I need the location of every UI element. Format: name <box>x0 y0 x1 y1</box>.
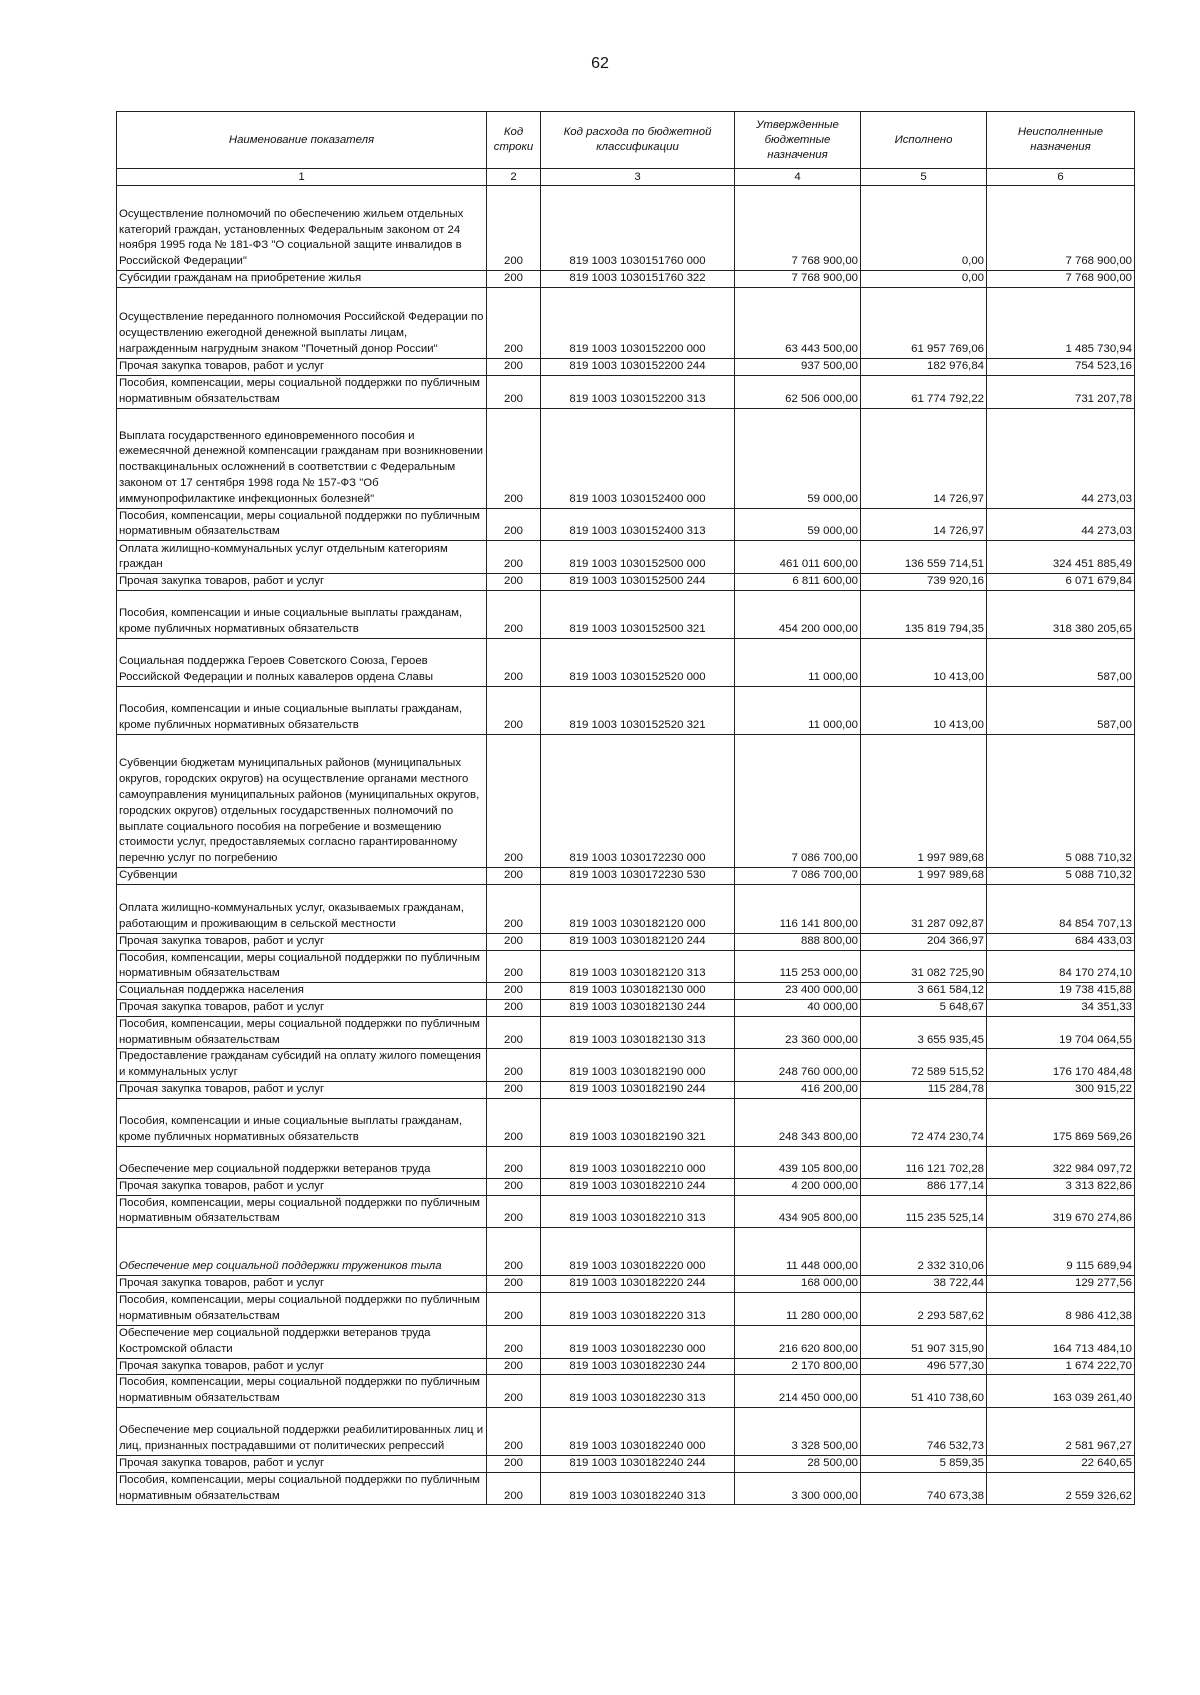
row-classification-code: 819 1003 1030151760 322 <box>541 271 735 288</box>
row-indicator-name: Пособия, компенсации, меры социальной поддержки по публичным нормативным обязательствам <box>117 1472 487 1505</box>
row-indicator-name: Субвенции бюджетам муниципальных районов (муниципальных округов, городских округов) на осуществление органами местного самоуправления муниципальных районов (муниципальных округов, городских округов) отдельных государственных полномочий по выплате социального пособия на погребение и возмещению стоимости услуг, предоставляемых согласно гарантированному перечню услуг по погребению <box>117 734 487 867</box>
row-indicator-name: Субвенции <box>117 867 487 884</box>
row-executed-amount: 31 287 092,87 <box>861 884 987 933</box>
table-row <box>117 1016 1135 1049</box>
row-classification-code: 819 1003 1030152500 244 <box>541 574 735 591</box>
row-classification-code: 819 1003 1030152500 000 <box>541 541 735 574</box>
row-executed-amount: 886 177,14 <box>861 1178 987 1195</box>
row-unexecuted-amount: 5 088 710,32 <box>987 867 1135 884</box>
row-executed-amount: 3 655 935,45 <box>861 1016 987 1049</box>
row-classification-code: 819 1003 1030152200 244 <box>541 358 735 375</box>
row-indicator-name: Пособия, компенсации, меры социальной поддержки по публичным нормативным обязательствам <box>117 1195 487 1228</box>
row-unexecuted-amount: 19 704 064,55 <box>987 1016 1135 1049</box>
row-line-code: 200 <box>487 999 541 1016</box>
row-classification-code: 819 1003 1030182240 244 <box>541 1455 735 1472</box>
budget-table <box>116 111 1135 1505</box>
row-line-code: 200 <box>487 1358 541 1375</box>
row-approved-amount: 454 200 000,00 <box>735 590 861 638</box>
row-unexecuted-amount: 684 433,03 <box>987 933 1135 950</box>
row-line-code: 200 <box>487 1292 541 1325</box>
row-line-code: 200 <box>487 734 541 867</box>
row-line-code: 200 <box>487 287 541 358</box>
row-classification-code: 819 1003 1030172230 530 <box>541 867 735 884</box>
row-classification-code: 819 1003 1030182130 313 <box>541 1016 735 1049</box>
header-indicator-name: Наименование показателя <box>117 112 487 169</box>
row-line-code: 200 <box>487 950 541 983</box>
table-row <box>117 638 1135 686</box>
row-approved-amount: 3 300 000,00 <box>735 1472 861 1505</box>
row-indicator-name: Пособия, компенсации и иные социальные выплаты гражданам, кроме публичных нормативных обязательств <box>117 686 487 734</box>
row-approved-amount: 214 450 000,00 <box>735 1375 861 1408</box>
row-unexecuted-amount: 164 713 484,10 <box>987 1325 1135 1358</box>
row-indicator-name: Оплата жилищно-коммунальных услуг, оказываемых гражданам, работающим и проживающим в сельской местности <box>117 884 487 933</box>
table-body <box>117 186 1135 1505</box>
table-row <box>117 933 1135 950</box>
table-row <box>117 574 1135 591</box>
row-indicator-name: Предоставление гражданам субсидий на оплату жилого помещения и коммунальных услуг <box>117 1049 487 1082</box>
row-executed-amount: 51 907 315,90 <box>861 1325 987 1358</box>
row-executed-amount: 51 410 738,60 <box>861 1375 987 1408</box>
row-line-code: 200 <box>487 1325 541 1358</box>
row-line-code: 200 <box>487 541 541 574</box>
table-row <box>117 983 1135 1000</box>
row-executed-amount: 740 673,38 <box>861 1472 987 1505</box>
row-line-code: 200 <box>487 1081 541 1098</box>
row-executed-amount: 739 920,16 <box>861 574 987 591</box>
row-indicator-name: Обеспечение мер социальной поддержки тружеников тыла <box>117 1228 487 1276</box>
row-line-code: 200 <box>487 1375 541 1408</box>
row-indicator-name: Прочая закупка товаров, работ и услуг <box>117 574 487 591</box>
row-approved-amount: 40 000,00 <box>735 999 861 1016</box>
row-line-code: 200 <box>487 933 541 950</box>
row-unexecuted-amount: 2 559 326,62 <box>987 1472 1135 1505</box>
table-row <box>117 358 1135 375</box>
row-executed-amount: 3 661 584,12 <box>861 983 987 1000</box>
row-approved-amount: 168 000,00 <box>735 1276 861 1293</box>
row-classification-code: 819 1003 1030182240 000 <box>541 1407 735 1455</box>
row-line-code: 200 <box>487 686 541 734</box>
row-executed-amount: 136 559 714,51 <box>861 541 987 574</box>
row-classification-code: 819 1003 1030182210 000 <box>541 1146 735 1178</box>
row-executed-amount: 10 413,00 <box>861 638 987 686</box>
row-indicator-name: Прочая закупка товаров, работ и услуг <box>117 1455 487 1472</box>
row-unexecuted-amount: 84 170 274,10 <box>987 950 1135 983</box>
row-executed-amount: 204 366,97 <box>861 933 987 950</box>
row-classification-code: 819 1003 1030182120 000 <box>541 884 735 933</box>
row-executed-amount: 5 859,35 <box>861 1455 987 1472</box>
row-approved-amount: 3 328 500,00 <box>735 1407 861 1455</box>
row-approved-amount: 11 000,00 <box>735 686 861 734</box>
row-executed-amount: 746 532,73 <box>861 1407 987 1455</box>
row-unexecuted-amount: 5 088 710,32 <box>987 734 1135 867</box>
row-approved-amount: 28 500,00 <box>735 1455 861 1472</box>
row-unexecuted-amount: 318 380 205,65 <box>987 590 1135 638</box>
row-line-code: 200 <box>487 638 541 686</box>
row-unexecuted-amount: 44 273,03 <box>987 508 1135 541</box>
column-number: 5 <box>861 169 987 186</box>
row-unexecuted-amount: 175 869 569,26 <box>987 1098 1135 1146</box>
header-executed-amount: Исполнено <box>861 112 987 169</box>
column-number: 1 <box>117 169 487 186</box>
table-row <box>117 1358 1135 1375</box>
table-row <box>117 1472 1135 1505</box>
table-row <box>117 999 1135 1016</box>
table-row <box>117 1455 1135 1472</box>
row-approved-amount: 434 905 800,00 <box>735 1195 861 1228</box>
row-classification-code: 819 1003 1030182210 244 <box>541 1178 735 1195</box>
row-classification-code: 819 1003 1030172230 000 <box>541 734 735 867</box>
row-classification-code: 819 1003 1030182240 313 <box>541 1472 735 1505</box>
row-classification-code: 819 1003 1030152520 321 <box>541 686 735 734</box>
row-line-code: 200 <box>487 867 541 884</box>
row-unexecuted-amount: 22 640,65 <box>987 1455 1135 1472</box>
row-approved-amount: 59 000,00 <box>735 508 861 541</box>
row-line-code: 200 <box>487 1276 541 1293</box>
row-classification-code: 819 1003 1030152500 321 <box>541 590 735 638</box>
table-row <box>117 884 1135 933</box>
row-indicator-name: Осуществление полномочий по обеспечению жильем отдельных категорий граждан, установленных Федеральным законом от 24 ноября 1995 года № 181-ФЗ "О социальной защите инвалидов в Российской Федерации" <box>117 186 487 271</box>
row-executed-amount: 72 474 230,74 <box>861 1098 987 1146</box>
row-executed-amount: 115 284,78 <box>861 1081 987 1098</box>
row-executed-amount: 115 235 525,14 <box>861 1195 987 1228</box>
row-approved-amount: 6 811 600,00 <box>735 574 861 591</box>
row-indicator-name: Субсидии гражданам на приобретение жилья <box>117 271 487 288</box>
row-classification-code: 819 1003 1030152400 313 <box>541 508 735 541</box>
row-line-code: 200 <box>487 1178 541 1195</box>
row-line-code: 200 <box>487 508 541 541</box>
row-approved-amount: 216 620 800,00 <box>735 1325 861 1358</box>
row-indicator-name: Пособия, компенсации, меры социальной поддержки по публичным нормативным обязательствам <box>117 1016 487 1049</box>
row-line-code: 200 <box>487 1146 541 1178</box>
row-line-code: 200 <box>487 1049 541 1082</box>
table-row <box>117 1375 1135 1408</box>
row-executed-amount: 14 726,97 <box>861 508 987 541</box>
row-unexecuted-amount: 8 986 412,38 <box>987 1292 1135 1325</box>
row-executed-amount: 61 774 792,22 <box>861 375 987 408</box>
row-unexecuted-amount: 163 039 261,40 <box>987 1375 1135 1408</box>
row-unexecuted-amount: 587,00 <box>987 686 1135 734</box>
row-executed-amount: 182 976,84 <box>861 358 987 375</box>
row-unexecuted-amount: 7 768 900,00 <box>987 271 1135 288</box>
header-approved-amount: Утвержденные бюджетные назначения <box>735 112 861 169</box>
table-row <box>117 287 1135 358</box>
row-indicator-name: Пособия, компенсации, меры социальной поддержки по публичным нормативным обязательствам <box>117 950 487 983</box>
row-classification-code: 819 1003 1030182220 000 <box>541 1228 735 1276</box>
row-classification-code: 819 1003 1030182230 313 <box>541 1375 735 1408</box>
table-row <box>117 541 1135 574</box>
row-classification-code: 819 1003 1030182190 321 <box>541 1098 735 1146</box>
table-header-row <box>117 112 1135 169</box>
row-approved-amount: 11 280 000,00 <box>735 1292 861 1325</box>
row-classification-code: 819 1003 1030182230 244 <box>541 1358 735 1375</box>
row-approved-amount: 23 360 000,00 <box>735 1016 861 1049</box>
row-unexecuted-amount: 322 984 097,72 <box>987 1146 1135 1178</box>
row-classification-code: 819 1003 1030152520 000 <box>541 638 735 686</box>
row-executed-amount: 61 957 769,06 <box>861 287 987 358</box>
table-row <box>117 508 1135 541</box>
table-row <box>117 1407 1135 1455</box>
row-indicator-name: Оплата жилищно-коммунальных услуг отдельным категориям граждан <box>117 541 487 574</box>
row-indicator-name: Прочая закупка товаров, работ и услуг <box>117 1081 487 1098</box>
row-indicator-name: Социальная поддержка Героев Советского Союза, Героев Российской Федерации и полных кавалеров ордена Славы <box>117 638 487 686</box>
row-unexecuted-amount: 176 170 484,48 <box>987 1049 1135 1082</box>
row-indicator-name: Осуществление переданного полномочия Российской Федерации по осуществлению ежегодной денежной выплаты лицам, награжденным нагрудным знаком "Почетный донор России" <box>117 287 487 358</box>
row-executed-amount: 1 997 989,68 <box>861 734 987 867</box>
row-classification-code: 819 1003 1030152200 000 <box>541 287 735 358</box>
row-executed-amount: 496 577,30 <box>861 1358 987 1375</box>
table-row <box>117 1098 1135 1146</box>
row-unexecuted-amount: 1 485 730,94 <box>987 287 1135 358</box>
row-executed-amount: 2 332 310,06 <box>861 1228 987 1276</box>
table-row <box>117 1325 1135 1358</box>
row-indicator-name: Социальная поддержка населения <box>117 983 487 1000</box>
row-line-code: 200 <box>487 1195 541 1228</box>
table-row <box>117 408 1135 508</box>
row-approved-amount: 248 343 800,00 <box>735 1098 861 1146</box>
row-classification-code: 819 1003 1030182190 244 <box>541 1081 735 1098</box>
row-approved-amount: 2 170 800,00 <box>735 1358 861 1375</box>
row-unexecuted-amount: 34 351,33 <box>987 999 1135 1016</box>
row-executed-amount: 10 413,00 <box>861 686 987 734</box>
header-budget-classification-code: Код расхода по бюджетной классификации <box>541 112 735 169</box>
row-unexecuted-amount: 2 581 967,27 <box>987 1407 1135 1455</box>
table-row <box>117 686 1135 734</box>
row-indicator-name: Прочая закупка товаров, работ и услуг <box>117 358 487 375</box>
row-approved-amount: 888 800,00 <box>735 933 861 950</box>
row-executed-amount: 2 293 587,62 <box>861 1292 987 1325</box>
row-line-code: 200 <box>487 1098 541 1146</box>
row-line-code: 200 <box>487 1407 541 1455</box>
row-approved-amount: 59 000,00 <box>735 408 861 508</box>
row-executed-amount: 5 648,67 <box>861 999 987 1016</box>
table-row <box>117 1292 1135 1325</box>
row-unexecuted-amount: 7 768 900,00 <box>987 186 1135 271</box>
table-row <box>117 734 1135 867</box>
table-row <box>117 1228 1135 1276</box>
row-line-code: 200 <box>487 1472 541 1505</box>
table-row <box>117 1049 1135 1082</box>
row-unexecuted-amount: 1 674 222,70 <box>987 1358 1135 1375</box>
row-indicator-name: Обеспечение мер социальной поддержки реабилитированных лиц и лиц, признанных пострадавшими от политических репрессий <box>117 1407 487 1455</box>
row-indicator-name: Пособия, компенсации, меры социальной поддержки по публичным нормативным обязательствам <box>117 375 487 408</box>
row-approved-amount: 11 448 000,00 <box>735 1228 861 1276</box>
row-approved-amount: 11 000,00 <box>735 638 861 686</box>
row-line-code: 200 <box>487 271 541 288</box>
table-row <box>117 1146 1135 1178</box>
row-executed-amount: 31 082 725,90 <box>861 950 987 983</box>
row-line-code: 200 <box>487 1228 541 1276</box>
table-row <box>117 375 1135 408</box>
table-row <box>117 867 1135 884</box>
row-unexecuted-amount: 754 523,16 <box>987 358 1135 375</box>
row-indicator-name: Прочая закупка товаров, работ и услуг <box>117 1178 487 1195</box>
table-row <box>117 1178 1135 1195</box>
row-line-code: 200 <box>487 884 541 933</box>
header-unexecuted-amount: Неисполненные назначения <box>987 112 1135 169</box>
row-approved-amount: 63 443 500,00 <box>735 287 861 358</box>
table-row <box>117 271 1135 288</box>
row-indicator-name: Пособия, компенсации и иные социальные выплаты гражданам, кроме публичных нормативных обязательств <box>117 590 487 638</box>
row-indicator-name: Обеспечение мер социальной поддержки ветеранов труда <box>117 1146 487 1178</box>
row-indicator-name: Пособия, компенсации и иные социальные выплаты гражданам, кроме публичных нормативных обязательств <box>117 1098 487 1146</box>
row-approved-amount: 7 768 900,00 <box>735 186 861 271</box>
table-row <box>117 1081 1135 1098</box>
row-approved-amount: 439 105 800,00 <box>735 1146 861 1178</box>
row-approved-amount: 7 768 900,00 <box>735 271 861 288</box>
header-line-code: Код строки <box>487 112 541 169</box>
row-unexecuted-amount: 319 670 274,86 <box>987 1195 1135 1228</box>
row-approved-amount: 4 200 000,00 <box>735 1178 861 1195</box>
row-indicator-name: Пособия, компенсации, меры социальной поддержки по публичным нормативным обязательствам <box>117 1375 487 1408</box>
table-row <box>117 186 1135 271</box>
row-line-code: 200 <box>487 186 541 271</box>
row-approved-amount: 116 141 800,00 <box>735 884 861 933</box>
row-line-code: 200 <box>487 375 541 408</box>
row-indicator-name: Прочая закупка товаров, работ и услуг <box>117 933 487 950</box>
row-unexecuted-amount: 9 115 689,94 <box>987 1228 1135 1276</box>
row-classification-code: 819 1003 1030182220 244 <box>541 1276 735 1293</box>
row-classification-code: 819 1003 1030182210 313 <box>541 1195 735 1228</box>
row-classification-code: 819 1003 1030182230 000 <box>541 1325 735 1358</box>
row-classification-code: 819 1003 1030182130 244 <box>541 999 735 1016</box>
row-approved-amount: 937 500,00 <box>735 358 861 375</box>
row-unexecuted-amount: 324 451 885,49 <box>987 541 1135 574</box>
row-executed-amount: 72 589 515,52 <box>861 1049 987 1082</box>
row-classification-code: 819 1003 1030182120 313 <box>541 950 735 983</box>
column-number: 3 <box>541 169 735 186</box>
table-row <box>117 590 1135 638</box>
table-row <box>117 1195 1135 1228</box>
row-indicator-name: Обеспечение мер социальной поддержки ветеранов труда Костромской области <box>117 1325 487 1358</box>
row-classification-code: 819 1003 1030182130 000 <box>541 983 735 1000</box>
row-line-code: 200 <box>487 358 541 375</box>
row-approved-amount: 115 253 000,00 <box>735 950 861 983</box>
row-approved-amount: 416 200,00 <box>735 1081 861 1098</box>
row-indicator-name: Выплата государственного единовременного пособия и ежемесячной денежной компенсации гражданам при возникновении поствакцинальных осложнений в соответствии с Федеральным законом от 17 сентября 1998 года № 157-ФЗ "Об иммунопрофилактике инфекционных болезней" <box>117 408 487 508</box>
row-indicator-name: Прочая закупка товаров, работ и услуг <box>117 1358 487 1375</box>
row-indicator-name: Прочая закупка товаров, работ и услуг <box>117 999 487 1016</box>
row-unexecuted-amount: 44 273,03 <box>987 408 1135 508</box>
row-line-code: 200 <box>487 574 541 591</box>
row-line-code: 200 <box>487 983 541 1000</box>
column-number: 2 <box>487 169 541 186</box>
row-unexecuted-amount: 84 854 707,13 <box>987 884 1135 933</box>
row-unexecuted-amount: 19 738 415,88 <box>987 983 1135 1000</box>
row-executed-amount: 0,00 <box>861 186 987 271</box>
row-unexecuted-amount: 731 207,78 <box>987 375 1135 408</box>
row-executed-amount: 0,00 <box>861 271 987 288</box>
row-unexecuted-amount: 129 277,56 <box>987 1276 1135 1293</box>
row-unexecuted-amount: 587,00 <box>987 638 1135 686</box>
row-unexecuted-amount: 3 313 822,86 <box>987 1178 1135 1195</box>
column-number: 6 <box>987 169 1135 186</box>
table-column-numbers-row <box>117 169 1135 186</box>
row-approved-amount: 7 086 700,00 <box>735 734 861 867</box>
row-line-code: 200 <box>487 408 541 508</box>
row-line-code: 200 <box>487 1455 541 1472</box>
row-classification-code: 819 1003 1030151760 000 <box>541 186 735 271</box>
row-approved-amount: 62 506 000,00 <box>735 375 861 408</box>
row-classification-code: 819 1003 1030182220 313 <box>541 1292 735 1325</box>
row-classification-code: 819 1003 1030152200 313 <box>541 375 735 408</box>
page-number: 62 <box>591 55 609 72</box>
row-unexecuted-amount: 6 071 679,84 <box>987 574 1135 591</box>
row-line-code: 200 <box>487 1016 541 1049</box>
row-classification-code: 819 1003 1030182190 000 <box>541 1049 735 1082</box>
row-approved-amount: 248 760 000,00 <box>735 1049 861 1082</box>
row-approved-amount: 7 086 700,00 <box>735 867 861 884</box>
table-row <box>117 950 1135 983</box>
row-executed-amount: 1 997 989,68 <box>861 867 987 884</box>
row-executed-amount: 116 121 702,28 <box>861 1146 987 1178</box>
row-indicator-name: Пособия, компенсации, меры социальной поддержки по публичным нормативным обязательствам <box>117 1292 487 1325</box>
row-executed-amount: 14 726,97 <box>861 408 987 508</box>
row-approved-amount: 23 400 000,00 <box>735 983 861 1000</box>
row-unexecuted-amount: 300 915,22 <box>987 1081 1135 1098</box>
table-row <box>117 1276 1135 1293</box>
row-classification-code: 819 1003 1030182120 244 <box>541 933 735 950</box>
row-classification-code: 819 1003 1030152400 000 <box>541 408 735 508</box>
row-indicator-name: Пособия, компенсации, меры социальной поддержки по публичным нормативным обязательствам <box>117 508 487 541</box>
row-indicator-name: Прочая закупка товаров, работ и услуг <box>117 1276 487 1293</box>
row-approved-amount: 461 011 600,00 <box>735 541 861 574</box>
row-executed-amount: 135 819 794,35 <box>861 590 987 638</box>
column-number: 4 <box>735 169 861 186</box>
row-executed-amount: 38 722,44 <box>861 1276 987 1293</box>
row-line-code: 200 <box>487 590 541 638</box>
